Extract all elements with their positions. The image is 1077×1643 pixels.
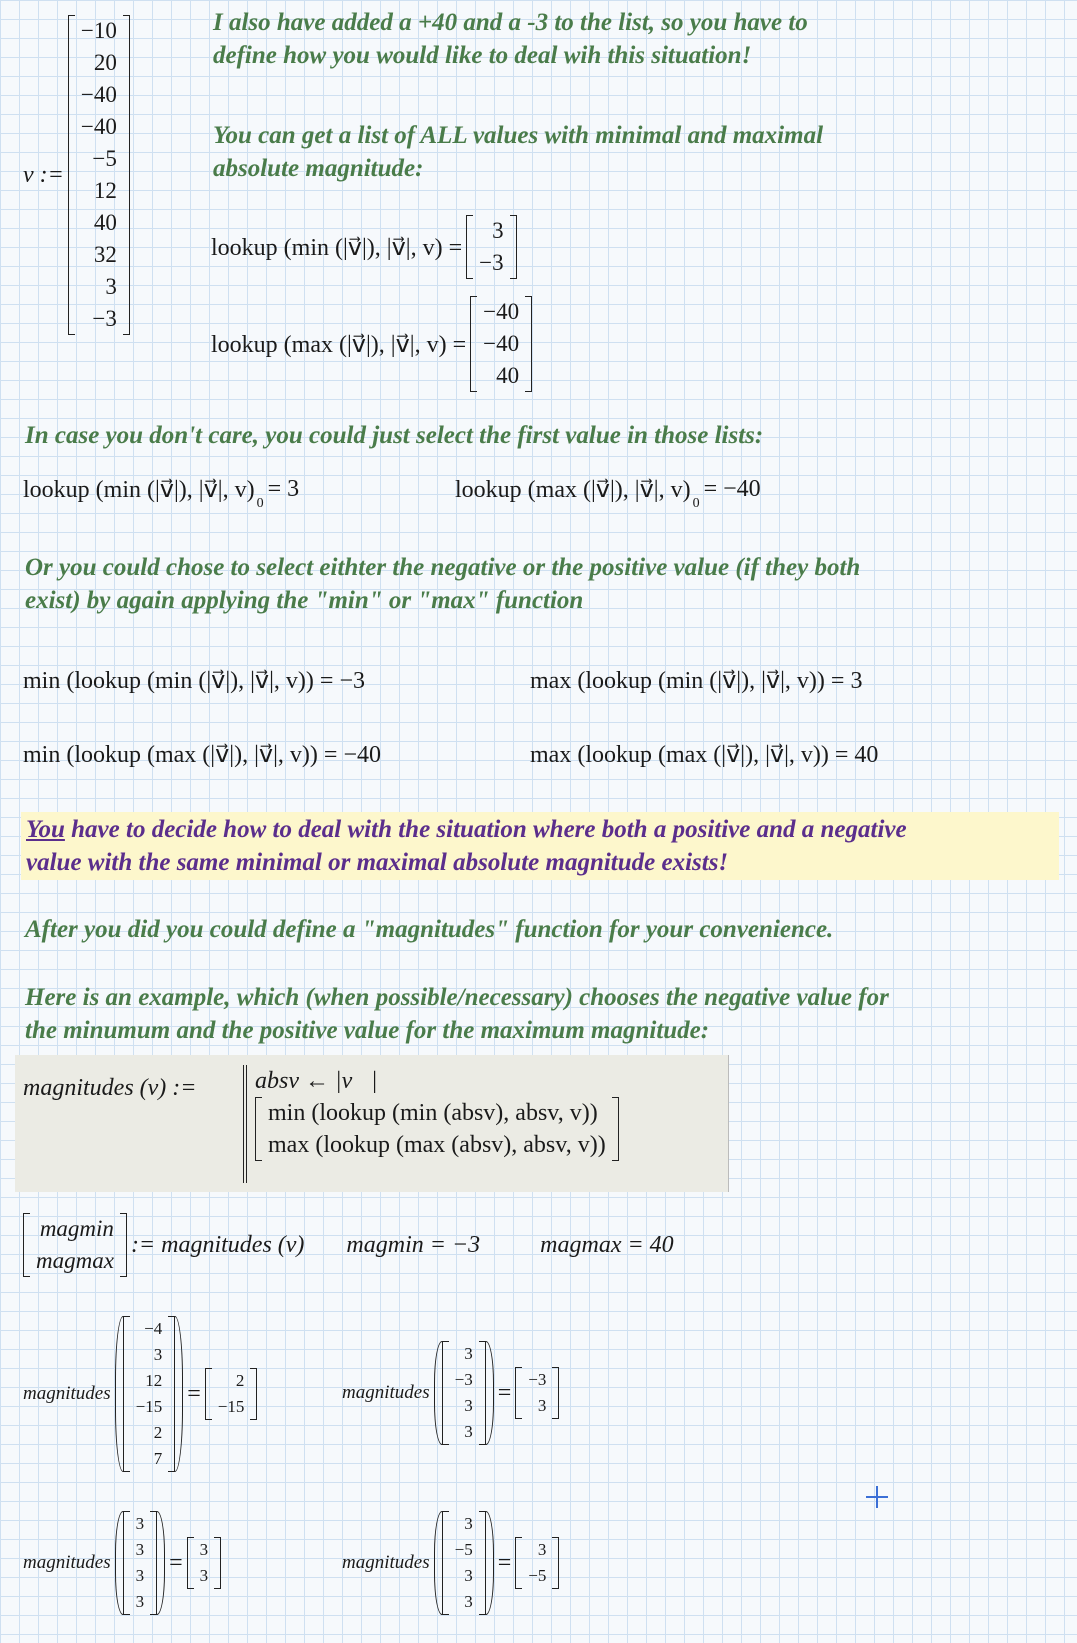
matrix-cell: 3 (537, 1396, 547, 1415)
program-line: min (lookup (min (absv), absv, v)) (268, 1100, 598, 1126)
expr-text: lookup (min (|v⃗|), |v⃗|, v) (23, 477, 255, 503)
matrix-cell: −3 (528, 1370, 547, 1389)
right-bracket (479, 1341, 486, 1445)
left-bracket (68, 15, 75, 335)
magmin-value: magmin = −3 (346, 1231, 481, 1258)
matrix-cell: 12 (93, 178, 117, 203)
matrix-cell: 20 (93, 50, 117, 75)
function-name: magnitudes (342, 1382, 430, 1403)
matrix-cell: −3 (479, 250, 504, 275)
crosshair-cursor-icon (866, 1486, 888, 1508)
expr-result: = −40 (703, 476, 761, 502)
left-bracket (442, 1341, 449, 1445)
right-bracket (214, 1537, 221, 1589)
right-bracket (525, 296, 532, 392)
matrix-cell: 3 (464, 1566, 473, 1585)
matrix-cell: 3 (153, 1345, 163, 1364)
matrix-cell: 3 (135, 1592, 145, 1611)
matrix-cell: 3 (464, 1514, 473, 1533)
emphasis-you: You (26, 816, 65, 843)
matrix-cell: −15 (135, 1397, 163, 1416)
result-matrix (515, 1367, 559, 1419)
argument-parens (115, 1316, 184, 1472)
note-line: absolute magnitude: (213, 155, 424, 182)
matrix-cell: 3 (464, 1396, 473, 1415)
right-bracket (168, 1316, 175, 1472)
matrix-cell: −5 (528, 1566, 547, 1585)
example-2[interactable] (342, 1341, 559, 1445)
min-of-max-expression[interactable]: min (lookup (max (|v⃗|), |v⃗|, v)) = −40 (23, 742, 381, 768)
input-matrix (123, 1511, 158, 1615)
right-bracket (150, 1511, 157, 1615)
highlighted-note (21, 812, 1059, 880)
matrix-cell: −40 (483, 331, 520, 356)
lookup-min-expression[interactable] (211, 215, 517, 279)
assign-rhs: := magnitudes (v) (130, 1231, 305, 1258)
right-bracket (120, 1213, 127, 1277)
left-bracket (515, 1537, 522, 1589)
magmin-magmax-assignment[interactable] (23, 1213, 674, 1277)
left-bracket (205, 1368, 212, 1420)
matrix-cell: 32 (93, 242, 117, 267)
subscript: 0 (692, 495, 700, 511)
left-bracket (123, 1316, 130, 1472)
v-label: v := (23, 161, 64, 188)
first-max-expression[interactable] (455, 475, 761, 511)
program-block (243, 1065, 619, 1183)
right-bracket (250, 1368, 257, 1420)
program-line: absv ← |v⃗| (255, 1068, 378, 1094)
input-matrix (442, 1511, 486, 1615)
note-line: Or you could chose to select eithter the negative or the positive value (if they both (25, 554, 861, 581)
program-result-vector (255, 1097, 619, 1161)
expr-text: lookup (max (|v⃗|), |v⃗|, v) = (211, 331, 467, 358)
note-line: I also have added a +40 and a -3 to the list, so you have to (213, 9, 808, 36)
matrix-cell: 3 (199, 1566, 209, 1585)
note-example (25, 981, 889, 1047)
expr-text: lookup (max (|v⃗|), |v⃗|, v) (455, 477, 691, 503)
matrix-cell: 3 (199, 1540, 209, 1559)
equals-sign: = (497, 1549, 512, 1576)
matrix-cell: −5 (92, 146, 117, 171)
note-line: In case you don't care, you could just select the first value in those lists: (25, 422, 764, 449)
matrix-cell: −40 (80, 82, 117, 107)
note-after (25, 913, 833, 946)
example-1[interactable] (23, 1316, 257, 1472)
input-matrix (442, 1341, 486, 1445)
matrix-cell: 40 (496, 363, 520, 388)
note-line: Here is an example, which (when possible/necessary) chooses the negative value for (25, 984, 889, 1011)
matrix-cell: −40 (483, 299, 520, 324)
input-matrix (123, 1316, 176, 1472)
matrix-cell: 3 (464, 1344, 473, 1363)
matrix-cell: 3 (135, 1566, 145, 1585)
result-matrix (205, 1368, 258, 1420)
expr-text: lookup (min (|v⃗|), |v⃗|, v) = (211, 234, 463, 261)
note-list-all (213, 119, 823, 185)
first-min-expression[interactable] (23, 475, 300, 511)
note-line: the minumum and the positive value for the maximum magnitude: (25, 1017, 710, 1044)
left-bracket (123, 1511, 130, 1615)
matrix-cell: 2 (235, 1371, 245, 1390)
min-of-min-expression[interactable]: min (lookup (min (|v⃗|), |v⃗|, v)) = −3 (23, 668, 365, 694)
lhs-vector (23, 1213, 127, 1277)
left-bracket (23, 1213, 30, 1277)
program-line: max (lookup (max (absv), absv, v)) (268, 1132, 606, 1158)
note-line: exist) by again applying the "min" or "max" function (25, 587, 584, 614)
note-line: After you did you could define a "magnitudes" function for your convenience. (25, 916, 834, 943)
max-of-min-expression[interactable]: max (lookup (min (|v⃗|), |v⃗|, v)) = 3 (530, 668, 863, 694)
matrix-cell: 12 (145, 1371, 163, 1390)
result-matrix (466, 215, 516, 279)
left-bracket (470, 296, 477, 392)
max-of-max-expression[interactable]: max (lookup (max (|v⃗|), |v⃗|, v)) = 40 (530, 742, 879, 768)
matrix-cell: −10 (80, 18, 117, 43)
right-bracket (479, 1511, 486, 1615)
right-bracket (552, 1367, 559, 1419)
matrix-cell: 7 (153, 1449, 163, 1468)
function-name: magnitudes (23, 1552, 111, 1573)
matrix-cell: 40 (93, 210, 117, 235)
matrix-cell: −40 (80, 114, 117, 139)
note-dont-care (25, 419, 763, 452)
argument-parens (434, 1511, 494, 1615)
result-matrix (470, 296, 532, 392)
function-head: magnitudes (v) := (23, 1075, 197, 1101)
matrix-cell: 3 (464, 1592, 473, 1611)
subscript: 0 (256, 495, 264, 511)
matrix-cell: 3 (135, 1514, 145, 1533)
matrix-cell: −3 (454, 1370, 473, 1389)
matrix-cell: 3 (537, 1540, 547, 1559)
note-line: You can get a list of ALL values with minimal and maximal (213, 122, 824, 149)
v-matrix (68, 15, 130, 335)
note-added (213, 6, 808, 72)
equals-sign: = (187, 1380, 201, 1407)
function-name: magnitudes (23, 1383, 111, 1404)
right-bracket (123, 15, 130, 335)
magmax-value: magmax = 40 (540, 1231, 674, 1258)
matrix-cell: magmin (39, 1216, 114, 1241)
example-4[interactable] (342, 1511, 559, 1615)
argument-parens (434, 1341, 494, 1445)
right-bracket (510, 215, 517, 279)
right-bracket (552, 1537, 559, 1589)
left-bracket (466, 215, 473, 279)
result-matrix (515, 1537, 559, 1589)
equals-sign: = (497, 1379, 512, 1406)
matrix-cell: 3 (105, 274, 117, 299)
matrix-cell: 3 (492, 218, 504, 243)
left-bracket (442, 1511, 449, 1615)
matrix-cell: magmax (36, 1248, 114, 1273)
left-bracket (515, 1367, 522, 1419)
matrix-cell: 3 (135, 1540, 145, 1559)
example-3[interactable] (23, 1511, 221, 1615)
lookup-max-expression[interactable] (211, 296, 532, 392)
matrix-cell: −3 (92, 306, 117, 331)
expr-result: = 3 (267, 476, 300, 502)
function-name: magnitudes (342, 1552, 430, 1573)
note-line: have to decide how to deal with the situation where both a positive and a negative (64, 816, 907, 843)
v-definition[interactable] (23, 5, 130, 345)
left-bracket (187, 1537, 194, 1589)
argument-parens (115, 1511, 166, 1615)
equals-sign: = (169, 1549, 183, 1576)
result-matrix (187, 1537, 222, 1589)
matrix-cell: 2 (153, 1423, 163, 1442)
note-chose (25, 551, 860, 617)
note-line: define how you would like to deal wih this situation! (213, 42, 752, 69)
matrix-cell: −5 (454, 1540, 473, 1559)
note-line: value with the same minimal or maximal absolute magnitude exists! (26, 849, 729, 876)
matrix-cell: 3 (464, 1422, 473, 1441)
matrix-cell: −4 (144, 1319, 163, 1338)
matrix-cell: −15 (217, 1397, 245, 1416)
magnitudes-function-definition[interactable] (15, 1055, 729, 1192)
